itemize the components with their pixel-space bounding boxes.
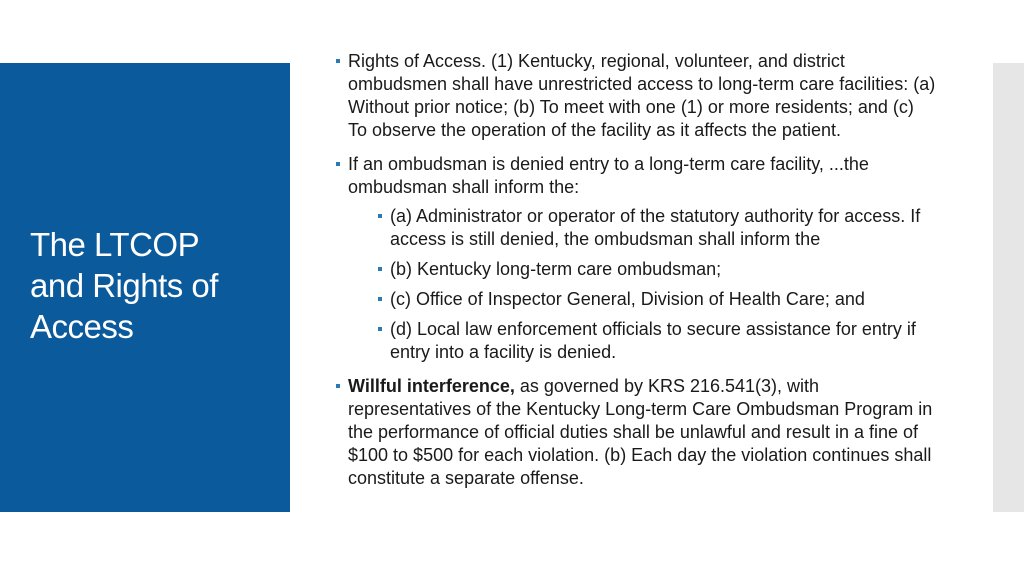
bullet-list: [336, 50, 936, 501]
bullet-text: If an ombudsman is denied entry to a long-term care facility, ...the ombudsman shall inform the:: [348, 154, 869, 197]
sub-bullet-text: (b) Kentucky long-term care ombudsman;: [390, 259, 722, 279]
title-line-2: and Rights of: [30, 267, 218, 304]
title-line-3: Access: [30, 308, 134, 345]
bullet-rights-of-access: [336, 50, 936, 142]
bullet-text: Rights of Access. (1) Kentucky, regional, volunteer, and district ombudsmen shall have unrestricted access to long-term care facilities: (a) Without prior notice; (b) To meet with one (1) or more residents; and (c) To observe the operation of the facility as it affects the patient.: [348, 51, 936, 140]
bullet-denied-entry: [336, 153, 936, 364]
title-line-1: The LTCOP: [30, 226, 200, 263]
bullet-text: as governed by KRS 216.541(3), with representatives of the Kentucky Long-term Care Ombudsman Program in the performance of official duties shall be unlawful and result in a fine of $100 to $500 for each violation. (b) Each day the violation continues shall constitute a separate offense.: [348, 376, 933, 488]
sub-bullet-list: [378, 205, 936, 364]
decorative-strip: [993, 63, 1024, 512]
sub-bullet-administrator: [378, 205, 936, 251]
sub-bullet-inspector-general: [378, 288, 936, 311]
sub-bullet-ky-ombudsman: [378, 258, 936, 281]
sub-bullet-text: (a) Administrator or operator of the statutory authority for access. If access is still denied, the ombudsman shall inform the: [390, 206, 921, 249]
sub-bullet-text: (c) Office of Inspector General, Division of Health Care; and: [390, 289, 865, 309]
slide-title: [30, 224, 280, 347]
sub-bullet-text: (d) Local law enforcement officials to secure assistance for entry if entry into a facility is denied.: [390, 319, 916, 362]
sub-bullet-law-enforcement: [378, 318, 936, 364]
bullet-willful-interference: [336, 375, 936, 490]
bullet-bold-text: Willful interference,: [348, 376, 515, 396]
